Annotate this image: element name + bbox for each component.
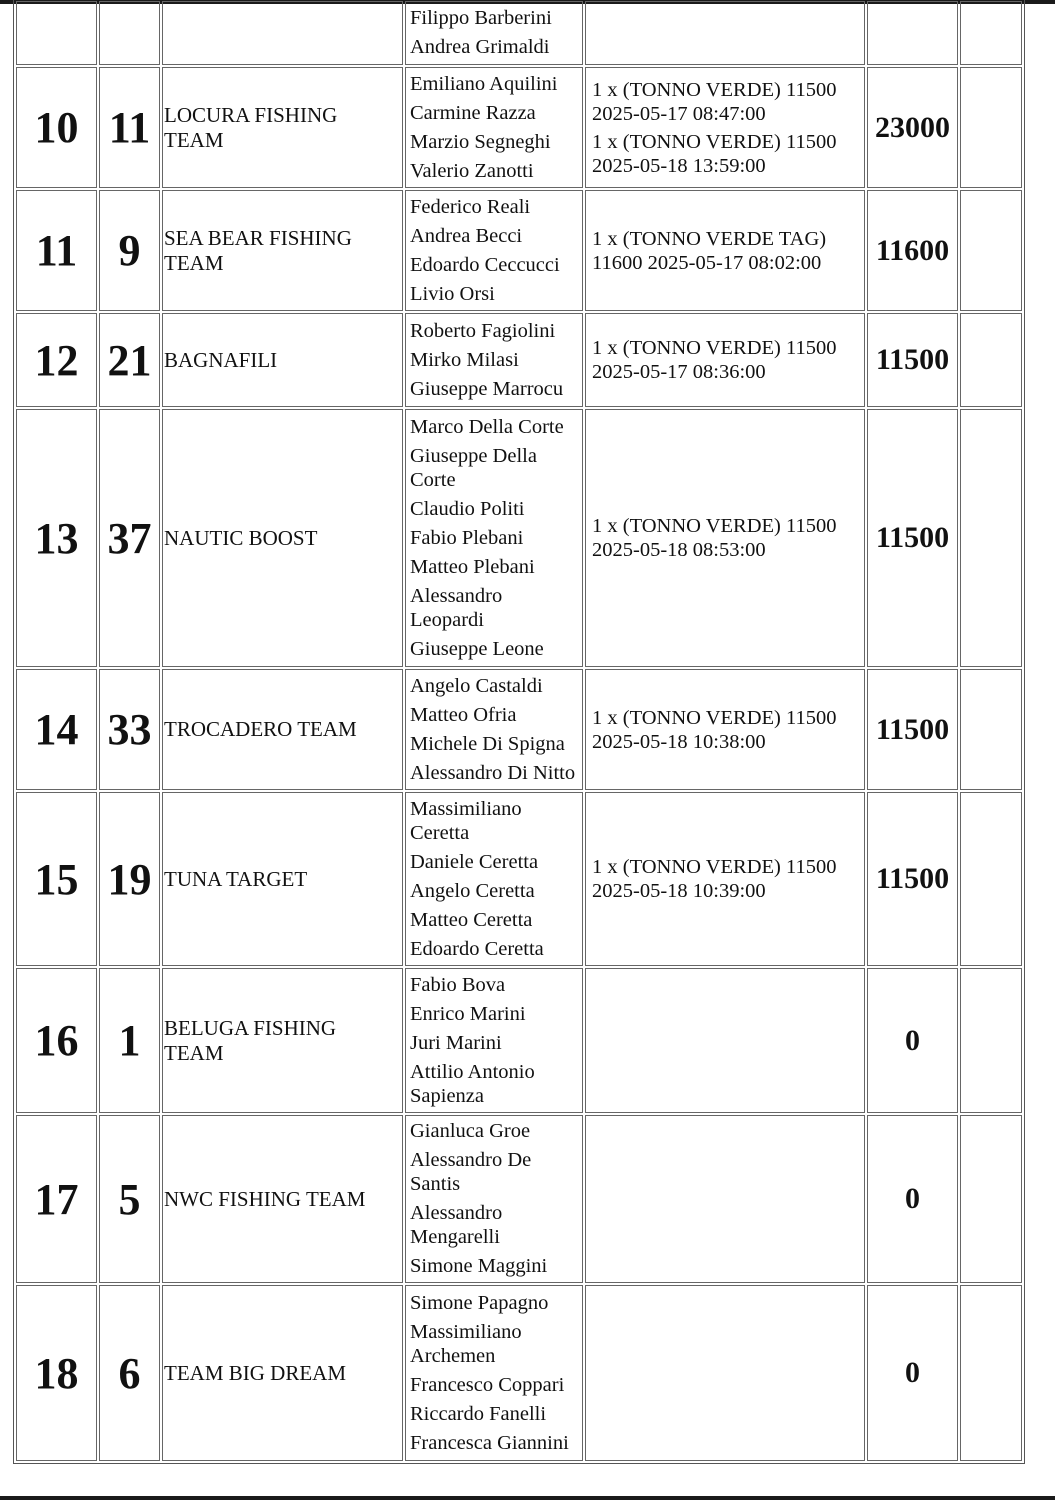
points-cell: 11500 <box>867 792 958 966</box>
position-cell: 17 <box>16 1115 97 1283</box>
boat-number-cell: 33 <box>99 669 160 790</box>
crew-member: Francesco Coppari <box>410 1373 565 1396</box>
crew-member: Simone Papagno <box>410 1291 549 1314</box>
extra-cell <box>960 409 1022 667</box>
results-table <box>13 0 1025 1464</box>
crew-member: Edoardo Ceretta <box>410 937 544 960</box>
boat-number-cell: 6 <box>99 1285 160 1461</box>
team-name-cell: NAUTIC BOOST <box>162 409 403 667</box>
catch-entry: 1 x (TONNO VERDE) 11500 2025-05-17 08:47:00 <box>592 78 837 125</box>
crew-cell <box>405 1285 583 1461</box>
results-table-body <box>16 1 1022 1461</box>
crew-member: Andrea Grimaldi <box>410 36 550 58</box>
crew-member: Enrico Marini <box>410 1002 526 1025</box>
crew-member: Attilio Antonio Sapienza <box>410 1060 535 1107</box>
extra-cell <box>960 1115 1022 1283</box>
boat-number-cell: 21 <box>99 313 160 407</box>
crew-cell <box>405 190 583 311</box>
catch-entry: 1 x (TONNO VERDE) 11500 2025-05-18 08:53:00 <box>592 515 837 561</box>
catch-entry: 1 x (TONNO VERDE TAG) 11600 2025-05-17 08:02:00 <box>592 227 827 274</box>
crew-member: Giuseppe Leone <box>410 637 544 660</box>
table-row <box>16 968 1022 1113</box>
points-cell: 11500 <box>867 313 958 407</box>
crew-member: Matteo Ofria <box>410 703 517 726</box>
crew-member: Alessandro Mengarelli <box>410 1202 503 1248</box>
table-row <box>16 67 1022 188</box>
points-cell: 11500 <box>867 409 958 667</box>
crew-member: Alessandro Di Nitto <box>410 761 576 784</box>
catch-cell <box>585 1 865 65</box>
crew-cell <box>405 409 583 667</box>
catch-cell <box>585 1115 865 1283</box>
crew-member: Riccardo Fanelli <box>410 1402 547 1425</box>
crew-member: Valerio Zanotti <box>410 159 534 182</box>
catch-entry: 1 x (TONNO VERDE) 11500 2025-05-17 08:36:00 <box>592 337 837 383</box>
crew-member: Giuseppe Marrocu <box>410 377 564 400</box>
crew-member: Filippo Barberini <box>410 7 552 29</box>
crew-member: Angelo Castaldi <box>410 674 543 697</box>
catch-cell <box>585 313 865 407</box>
points-cell: 0 <box>867 968 958 1113</box>
extra-cell <box>960 968 1022 1113</box>
catch-cell <box>585 1285 865 1461</box>
crew-member: Massimiliano Archemen <box>410 1320 522 1367</box>
crew-member: Fabio Plebani <box>410 526 524 549</box>
points-cell <box>867 1 958 65</box>
extra-cell <box>960 669 1022 790</box>
catch-cell <box>585 409 865 667</box>
boat-number-cell: 5 <box>99 1115 160 1283</box>
crew-member: Marzio Segneghi <box>410 130 551 153</box>
extra-cell <box>960 1285 1022 1461</box>
extra-cell <box>960 792 1022 966</box>
team-name-cell: TUNA TARGET <box>162 792 403 966</box>
crew-cell <box>405 669 583 790</box>
crew-member: Carmine Razza <box>410 101 536 124</box>
crew-member: Juri Marini <box>410 1031 502 1054</box>
crew-member: Roberto Fagiolini <box>410 319 556 342</box>
crew-member: Matteo Plebani <box>410 555 535 578</box>
table-row <box>16 313 1022 407</box>
crew-cell <box>405 1 583 65</box>
crew-cell <box>405 313 583 407</box>
team-name-cell: LOCURA FISHING TEAM <box>162 67 403 188</box>
extra-cell <box>960 1 1022 65</box>
position-cell: 10 <box>16 67 97 188</box>
crew-member: Livio Orsi <box>410 282 495 305</box>
crew-member: Michele Di Spigna <box>410 732 565 755</box>
catch-cell <box>585 190 865 311</box>
crew-cell <box>405 1115 583 1283</box>
bottom-border <box>0 1496 1055 1500</box>
position-cell: 13 <box>16 409 97 667</box>
points-cell: 23000 <box>867 67 958 188</box>
crew-member: Federico Reali <box>410 195 531 218</box>
crew-member: Gianluca Groe <box>410 1120 531 1142</box>
crew-member: Alessandro Leopardi <box>410 584 503 631</box>
crew-member: Giuseppe Della Corte <box>410 444 537 491</box>
table-row <box>16 190 1022 311</box>
crew-member: Edoardo Ceccucci <box>410 253 560 276</box>
crew-member: Mirko Milasi <box>410 348 519 371</box>
team-cell <box>162 1 403 65</box>
crew-member: Simone Maggini <box>410 1255 548 1277</box>
team-name-cell: BAGNAFILI <box>162 313 403 407</box>
points-cell: 11500 <box>867 669 958 790</box>
catch-cell <box>585 669 865 790</box>
position-cell: 14 <box>16 669 97 790</box>
position-cell: 18 <box>16 1285 97 1461</box>
position-cell: 16 <box>16 968 97 1113</box>
crew-member: Andrea Becci <box>410 224 523 247</box>
catch-entry: 1 x (TONNO VERDE) 11500 2025-05-18 10:38:00 <box>592 706 837 753</box>
catch-entry: 1 x (TONNO VERDE) 11500 2025-05-18 13:59:00 <box>592 130 837 177</box>
boat-number-cell: 37 <box>99 409 160 667</box>
boat-number-cell <box>99 1 160 65</box>
boat-number-cell: 19 <box>99 792 160 966</box>
points-cell: 0 <box>867 1285 958 1461</box>
boat-number-cell: 9 <box>99 190 160 311</box>
crew-member: Emiliano Aquilini <box>410 72 558 95</box>
table-row <box>16 1115 1022 1283</box>
position-cell <box>16 1 97 65</box>
crew-member: Daniele Ceretta <box>410 850 539 873</box>
crew-cell <box>405 792 583 966</box>
catch-entry: 1 x (TONNO VERDE) 11500 2025-05-18 10:39:00 <box>592 856 837 902</box>
team-name-cell: TROCADERO TEAM <box>162 669 403 790</box>
crew-member: Alessandro De Santis <box>410 1149 532 1195</box>
crew-member: Matteo Ceretta <box>410 908 533 931</box>
points-cell: 11600 <box>867 190 958 311</box>
team-name-cell: SEA BEAR FISHING TEAM <box>162 190 403 311</box>
crew-member: Massimiliano Ceretta <box>410 797 522 844</box>
crew-member: Angelo Ceretta <box>410 879 535 902</box>
team-name-cell: TEAM BIG DREAM <box>162 1285 403 1461</box>
team-name-cell: BELUGA FISHING TEAM <box>162 968 403 1113</box>
boat-number-cell: 11 <box>99 67 160 188</box>
table-row <box>16 409 1022 667</box>
catch-cell <box>585 968 865 1113</box>
position-cell: 15 <box>16 792 97 966</box>
position-cell: 11 <box>16 190 97 311</box>
extra-cell <box>960 67 1022 188</box>
crew-member: Marco Della Corte <box>410 415 564 438</box>
crew-member: Fabio Bova <box>410 973 506 996</box>
crew-member: Francesca Giannini <box>410 1431 569 1454</box>
table-row <box>16 669 1022 790</box>
table-row-partial <box>16 1 1022 65</box>
position-cell: 12 <box>16 313 97 407</box>
extra-cell <box>960 313 1022 407</box>
catch-cell <box>585 792 865 966</box>
boat-number-cell: 1 <box>99 968 160 1113</box>
table-row <box>16 792 1022 966</box>
team-name-cell: NWC FISHING TEAM <box>162 1115 403 1283</box>
extra-cell <box>960 190 1022 311</box>
crew-cell <box>405 67 583 188</box>
crew-member: Claudio Politi <box>410 497 525 520</box>
table-row <box>16 1285 1022 1461</box>
points-cell: 0 <box>867 1115 958 1283</box>
catch-cell <box>585 67 865 188</box>
crew-cell <box>405 968 583 1113</box>
